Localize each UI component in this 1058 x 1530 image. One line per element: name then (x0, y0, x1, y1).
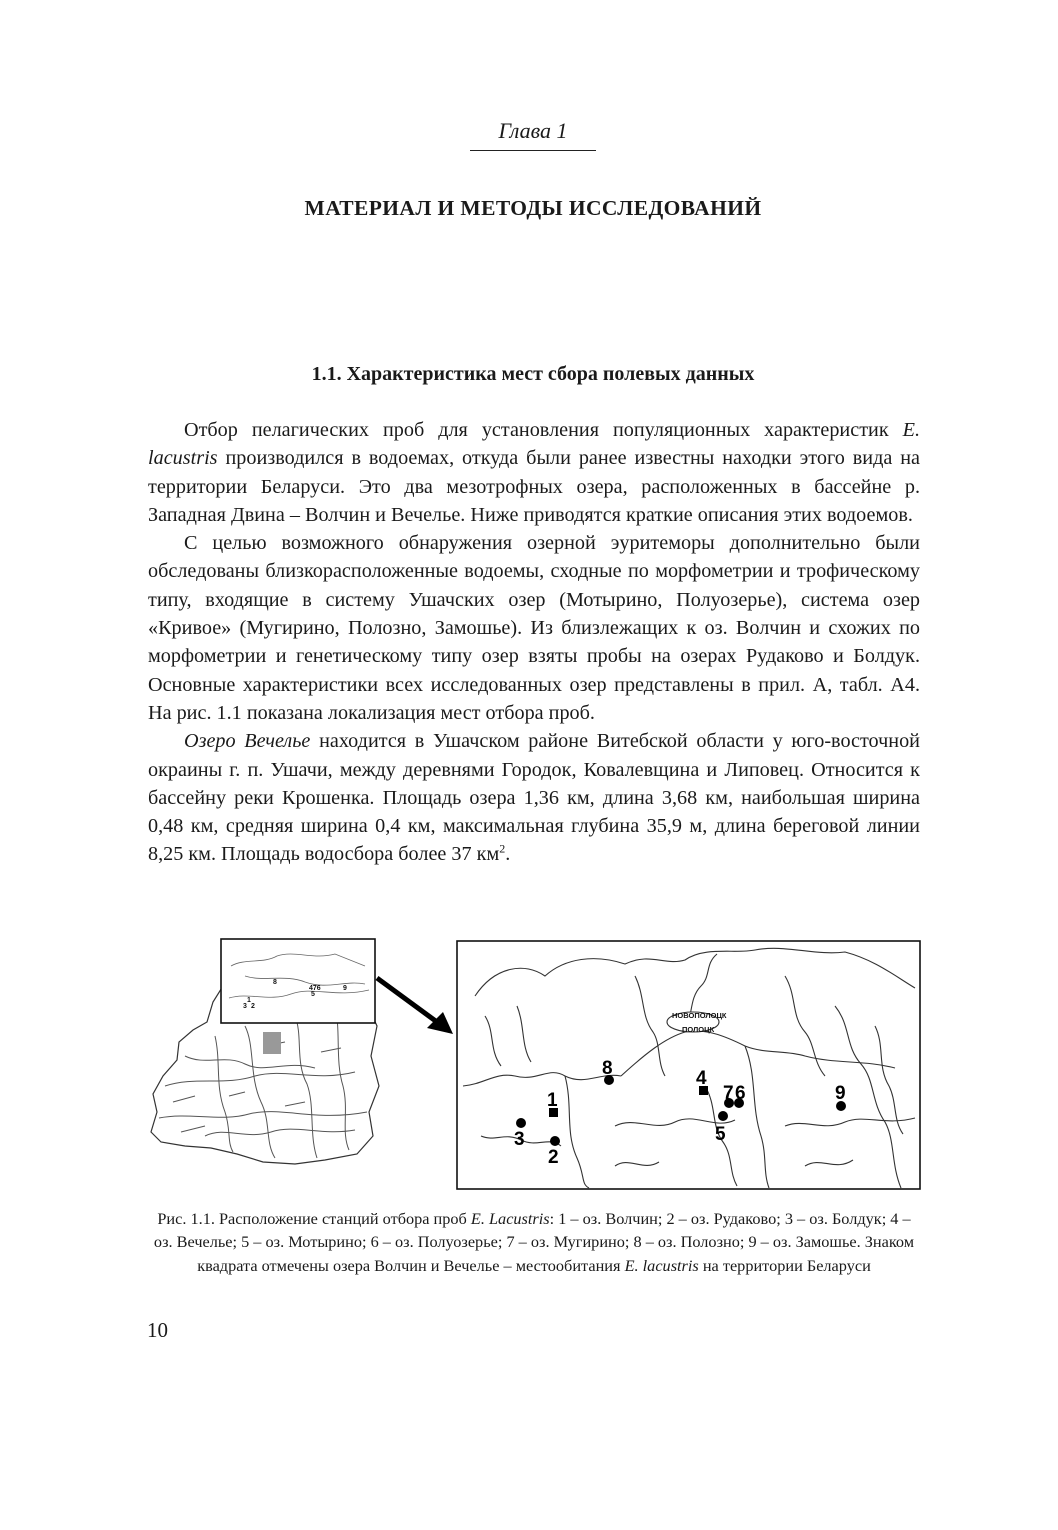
svg-text:3: 3 (243, 1003, 247, 1010)
paragraph-1: Отбор пелагических проб для установления популяционных характеристик E. lacustris производился в водоемах, откуда были ранее известны находки этого вида на территории Беларуси. Это два мезотрофных озера, расположенных в бассейне р. Западная Двина – Волчин и Вечелье. Ниже приводятся краткие описания этих водоемов. (148, 419, 920, 526)
highlight-box (221, 939, 375, 1023)
station-5-marker (718, 1111, 728, 1121)
species-name: E. lacustris (148, 419, 920, 470)
svg-text:5: 5 (311, 991, 315, 998)
station-label: 5 (715, 1124, 726, 1145)
svg-text:9: 9 (343, 985, 347, 992)
station-label: 1 (547, 1090, 558, 1111)
chapter-underline (470, 150, 596, 151)
station-label: 7 (723, 1083, 734, 1104)
detail-map-frame (457, 941, 920, 1189)
paragraph-3: Озеро Вечелье находится в Ушачском районе Витебской области у юго-восточной окраины г. п. Ушачи, между деревнями Городок, Ковалевщина и Липовец. Относится к бассейну реки Крошенка. Площадь озера 1,36 км, длина 3,68 км, наибольшая ширина 0,48 км, средняя ширина 0,4 км, максимальная глубина 35,9 м, длина береговой линии 8,25 км. Площадь водосбора более 37 $км^2$. (148, 730, 920, 866)
figure-caption: Рис. 1.1. Расположение станций отбора проб E. Lacustris: 1 – оз. Волчин; 2 – оз. Рудаково; 3 – оз. Болдук; 4 – оз. Вечелье; 5 – оз. Мотырино; 6 – оз. Полуозерье; 7 – оз. Мугирино; 8 – оз. Полозно; 9 – оз. Замошье. Знаком квадрата отмечены озера Волчин и Вечелье – местообитания E. lacustris на территории Беларуси (153, 1209, 915, 1275)
section-title: 1.1. Характеристика мест сбора полевых данных (311, 363, 755, 385)
arrow-pointer (377, 978, 453, 1034)
station-label: 8 (602, 1058, 613, 1079)
station-label: 9 (835, 1083, 846, 1104)
svg-text:476: 476 (309, 985, 321, 992)
body-text (148, 416, 920, 869)
page-number: 10 (147, 1318, 168, 1342)
station-label: 4 (696, 1068, 707, 1089)
station-2-marker (550, 1136, 560, 1146)
station-label: 6 (735, 1083, 746, 1104)
station-label: 3 (514, 1129, 525, 1150)
main-title: МАТЕРИАЛ И МЕТОДЫ ИССЛЕДОВАНИЙ (304, 196, 762, 220)
station-label: 2 (548, 1147, 559, 1168)
figure-map (145, 936, 923, 1194)
city-label-novopolotsk: НОВОПОЛОЦК (672, 1011, 727, 1020)
svg-text:2: 2 (251, 1003, 255, 1010)
paragraph-2: С целью возможного обнаружения озерной эуритеморы дополнительно были обследованы близкорасположенные водоемы, сходные по морфометрии и трофическому типу, входящие в систему Ушачских озер (Мотырино, Полуозерье), система озер «Кривое» (Мугирино, Полозно, Замошье). Из близлежащих к оз. Волчин и схожих по морфометрии и генетическому типу озер взяты пробы на озерах Рудаково и Болдук. Основные характеристики всех исследованных озер представлены в прил. А, табл. А4. На рис. 1.1 показана локализация мест отбора проб. (148, 532, 920, 724)
lake-name: Озеро Вечелье (184, 730, 311, 753)
station-3-marker (516, 1118, 526, 1128)
chapter-label: Глава 1 (498, 118, 568, 143)
city-label-polotsk: ПОЛОЦК (682, 1025, 715, 1034)
svg-text:8: 8 (273, 979, 277, 986)
svg-text:1: 1 (247, 997, 251, 1004)
